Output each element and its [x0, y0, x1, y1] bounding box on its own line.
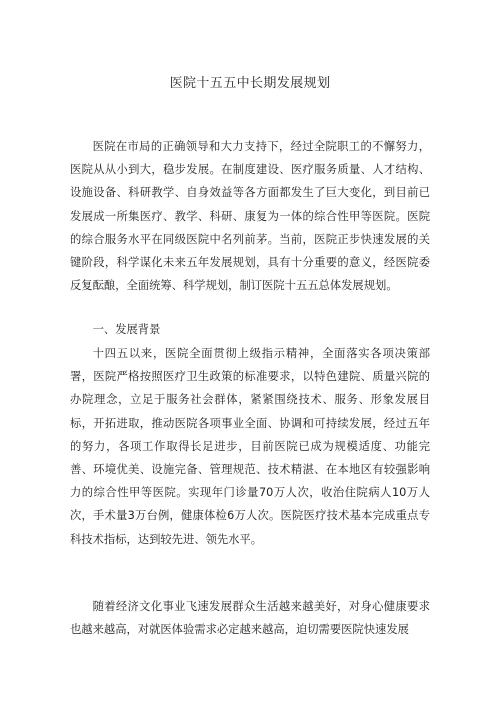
development-paragraph: 随着经济文化事业飞速发展群众生活越来越美好，对身心健康要求也越来越高，对就医体验需求必定越来越高，迫切需要医院快速发展 — [70, 600, 430, 637]
section-heading-background: 一、发展背景 — [92, 323, 161, 336]
intro-paragraph: 医院在市局的正确领导和大力支持下，经过全院职工的不懈努力，医院从从小到大，稳步发展。在制度建设、医疗服务质量、人才结构、设施设备、科研教学、自身效益等各方面都发生了巨大变化，到目前已发展成一所集医疗、教学、科研、康复为一体的综合性甲等医院。医院的综合服务水平在同级医院中名列前茅。当前，医院正步快速发展的关键阶段，科学谋化未来五年发展规划，具有十分重要的意义，经医院委反复酝酿，全面统筹、科学规划，制订医院十五五总体发展规划。 — [70, 140, 430, 293]
document-title: 医院十五五中长期发展规划 — [169, 76, 331, 91]
background-paragraph: 十四五以来，医院全面贯彻上级指示精神，全面落实各项决策部署，医院严格按照医疗卫生政策的标准要求，以特色建院、质量兴院的办院理念，立足于服务社会群体，紧紧围绕技术、服务、形象发展目标，开拓进取，推动医院各项事业全面、协调和可持续发展，经过五年的努力，各项工作取得长足进步，目前医院已成为规模适度、功能完善、环境优美、设施完备、管理规范、技术精湛、在本地区有较强影响力的综合性甲等医院。实现年门诊量70万人次，收治住院病人10万人次，手术量3万台例，健康体检6万人次。医院医疗技术基本完成重点专科技术指标，达到较先进、领先水平。 — [70, 347, 430, 546]
